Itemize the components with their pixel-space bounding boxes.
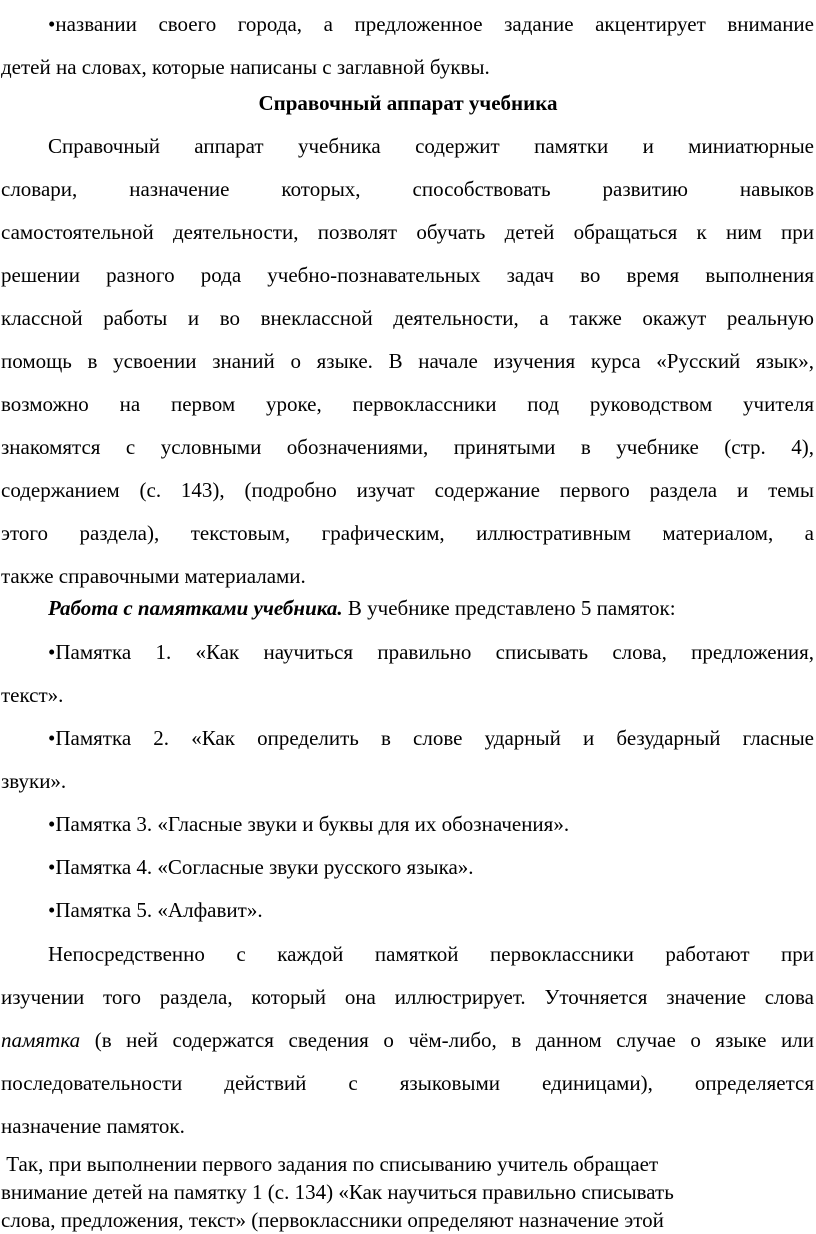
section-heading: Справочный аппарат учебника (258, 91, 558, 115)
p1-line-11: также справочными материалами. (1, 564, 306, 588)
intro-line-1: •названии своего города, а предложенное задание акцентирует внимание (48, 12, 814, 36)
memo-item-3: •Памятка 3. «Гласные звуки и буквы для их обозначения». (48, 812, 570, 836)
memo-list (0, 631, 816, 932)
p1-line-2: словари, назначение которых, способствовать развитию навыков (1, 177, 814, 201)
intro-paragraph (0, 3, 816, 89)
p1-line-1: Справочный аппарат учебника содержит памятки и миниатюрные (48, 134, 814, 158)
paragraph-memo-intro (0, 587, 816, 630)
memo-item-2-line-2: звуки». (1, 769, 67, 793)
tail-line-2: внимание детей на памятку 1 (с. 134) «Как научиться правильно списывать (1, 1180, 674, 1204)
p1-line-4: решении разного рода учебно-познавательных задач во время выполнения (1, 263, 814, 287)
p3-line-1: Непосредственно с каждой памяткой первоклассники работают при (48, 942, 814, 966)
p3-line-3-rest: (в ней содержатся сведения о чём-либо, в данном случае о языке или (80, 1028, 814, 1052)
p1-line-10: этого раздела), текстовым, графическим, иллюстративным материалом, а (1, 521, 814, 545)
p1-line-8: знакомятся с условными обозначениями, принятыми в учебнике (стр. 4), (1, 435, 814, 459)
tail-line-1: Так, при выполнении первого задания по списыванию учитель обращает (1, 1152, 659, 1176)
intro-line-2: детей на словах, которые написаны с заглавной буквы. (1, 55, 490, 79)
memo-item-1-line-2: текст». (1, 683, 64, 707)
p3-line-3 (1, 1019, 814, 1062)
memo-intro-rest: В учебнике представлено 5 памяток: (342, 596, 676, 620)
p3-line-4: последовательности действий с языковыми единицами), определяется (1, 1071, 814, 1095)
paragraph-memo-work (0, 933, 816, 1148)
p1-line-7: возможно на первом уроке, первоклассники под руководством учителя (1, 392, 814, 416)
p3-line-2: изучении того раздела, который она иллюстрирует. Уточняется значение слова (1, 985, 814, 1009)
memo-item-4: •Памятка 4. «Согласные звуки русского языка». (48, 855, 474, 879)
tail-line-3: слова, предложения, текст» (первоклассники определяют назначение этой (1, 1208, 664, 1232)
memo-item-2-line-1: •Памятка 2. «Как определить в слове ударный и безударный гласные (48, 726, 814, 750)
p1-line-9: содержанием (с. 143), (подробно изучат содержание первого раздела и темы (1, 478, 814, 502)
paragraph-reference-apparatus (0, 125, 816, 598)
term-pamyatka: памятка (1, 1028, 81, 1052)
p1-line-3: самостоятельной деятельности, позволят обучать детей обращаться к ним при (1, 220, 814, 244)
paragraph-tail (0, 1150, 816, 1234)
memo-item-1-line-1: •Памятка 1. «Как научиться правильно списывать слова, предложения, (48, 640, 814, 664)
memo-item-5: •Памятка 5. «Алфавит». (48, 898, 263, 922)
p1-line-6: помощь в усвоении знаний о языке. В начале изучения курса «Русский язык», (1, 349, 814, 373)
p3-line-5: назначение памяток. (1, 1114, 185, 1138)
p1-line-5: классной работы и во внеклассной деятельности, а также окажут реальную (1, 306, 814, 330)
memo-intro-lead: Работа с памятками учебника. (48, 596, 343, 620)
